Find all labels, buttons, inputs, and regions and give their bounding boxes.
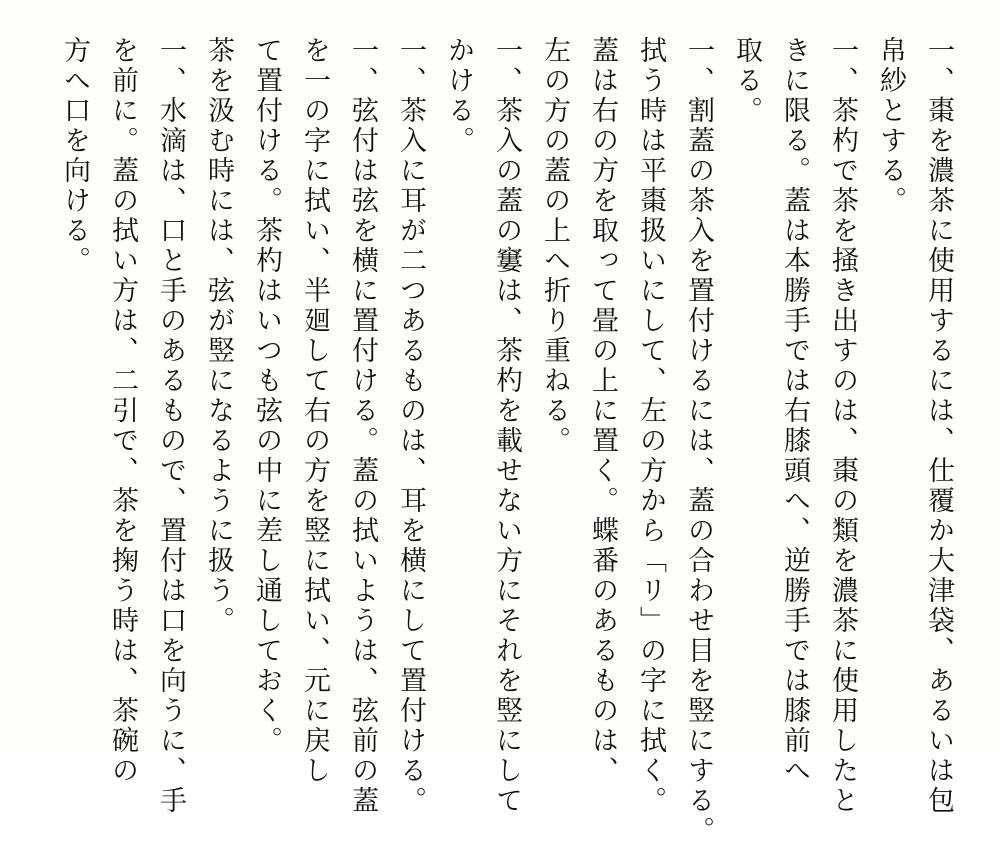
vertical-text-body [50,36,962,846]
text-line: を一の字に拭い、半廻して右の方を竪に拭い、元に戻し [299,36,330,786]
text-line: 帛紗とする。 [875,36,906,216]
text-line: 左の方の蓋の上へ折り重ねる。 [539,36,570,456]
text-line: かける。 [443,36,474,156]
text-line: 一、茶入に耳が二つあるものは、耳を横にして置付ける。 [395,36,426,816]
text-line: 一、茶入の蓋の窶は、茶杓を載せない方にそれを竪にして [491,36,522,816]
text-line: 一、茶杓で茶を掻き出すのは、棗の類を濃茶に使用したと [827,36,858,816]
text-line: 一、水滴は、口と手のあるもので、置付は口を向うに、手 [155,36,186,816]
text-line: 一、割蓋の茶入を置付けるには、蓋の合わせ目を竪にする。 [683,36,714,846]
text-line: 方へ口を向ける。 [59,36,90,276]
text-line: 一、弦付は弦を横に置付ける。蓋の拭いようは、弦前の蓋 [347,36,378,816]
text-line: 一、棗を濃茶に使用するには、仕覆か大津袋、あるいは包 [923,36,954,816]
text-line: て置付ける。茶杓はいつも弦の中に差し通しておく。 [251,36,282,756]
text-line: 取る。 [731,36,762,126]
text-line: 拭う時は平棗扱いにして、左の方から「リ」の字に拭く。 [635,36,666,816]
text-line: きに限る。蓋は本勝手では右膝頭へ、逆勝手では膝前へ [779,36,810,786]
text-line: 蓋は右の方を取って畳の上に置く。蝶番のあるものは、 [587,36,618,786]
text-line: を前に。蓋の拭い方は、二引で、茶を掬う時は、茶碗の [107,36,138,786]
text-line: 茶を汲む時には、弦が竪になるように扱う。 [203,36,234,636]
